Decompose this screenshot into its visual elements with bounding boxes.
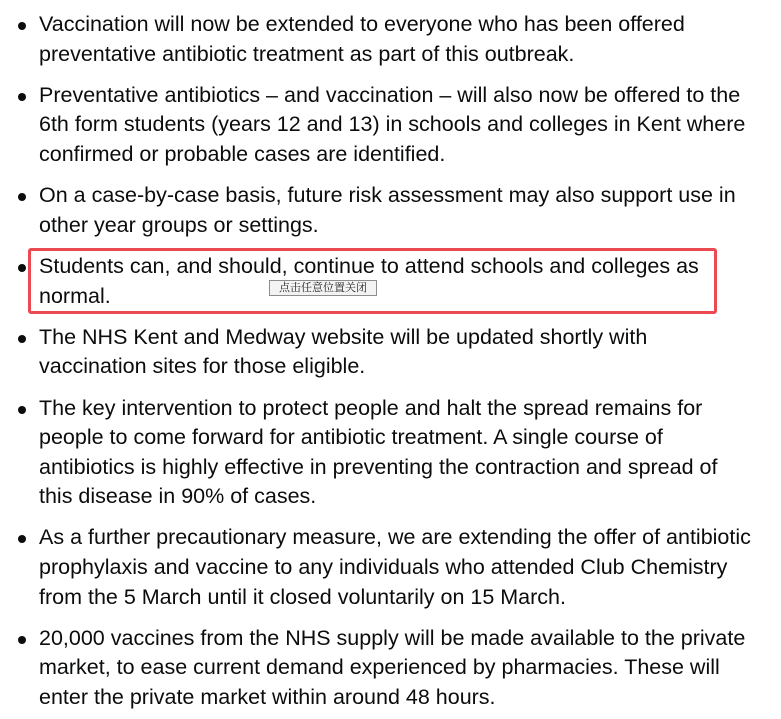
bullet-dot — [18, 406, 26, 414]
list-item-line: from the 5 March until it closed voluntarily on 15 March. — [39, 584, 566, 609]
list-item — [0, 181, 781, 240]
list-item-line: Students can, and should, continue to attend schools and colleges as — [39, 253, 699, 278]
list-item-line: Vaccination will now be extended to everyone who has been offered — [39, 12, 685, 36]
list-item-line: antibiotics is highly effective in preventing the contraction and spread of — [39, 454, 718, 479]
bullet-dot — [18, 636, 26, 644]
list-item-line: normal. — [39, 283, 111, 308]
list-item — [0, 10, 781, 69]
list-item-line: enter the private market within around 48 hours. — [39, 685, 496, 710]
list-item-line: market, to ease current demand experienced by pharmacies. These will — [39, 655, 720, 680]
bullet-dot — [18, 264, 26, 272]
list-item-line: 20,000 vaccines from the NHS supply will be made available to the private — [39, 625, 746, 650]
list-item-line: vaccination sites for those eligible. — [39, 354, 366, 379]
list-item — [0, 624, 781, 713]
list-item — [0, 523, 781, 612]
list-item-line: Preventative antibiotics – and vaccination – will also now be offered to the — [39, 82, 741, 107]
list-item-line: On a case-by-case basis, future risk assessment may also support use in — [39, 183, 736, 208]
list-item-line: this disease in 90% of cases. — [39, 484, 317, 509]
bullet-dot — [18, 193, 26, 201]
list-item-line: confirmed or probable cases are identified. — [39, 141, 446, 166]
list-item-line: prophylaxis and vaccine to any individuals who attended Club Chemistry — [39, 555, 728, 580]
list-item-line: The NHS Kent and Medway website will be updated shortly with — [39, 324, 648, 349]
bullet-dot — [18, 22, 26, 30]
list-item — [0, 394, 781, 512]
list-item — [0, 81, 781, 170]
list-item-line: other year groups or settings. — [39, 212, 319, 237]
list-item-line: 6th form students (years 12 and 13) in schools and colleges in Kent where — [39, 112, 746, 137]
list-item — [0, 323, 781, 382]
bullet-dot — [18, 335, 26, 343]
list-item-line: The key intervention to protect people and halt the spread remains for — [39, 395, 703, 420]
list-item-line: people to come forward for antibiotic treatment. A single course of — [39, 425, 663, 450]
bullet-dot — [18, 93, 26, 101]
list-item-line: As a further precautionary measure, we are extending the offer of antibiotic — [39, 525, 751, 550]
list-item-highlighted — [0, 252, 781, 311]
list-item-line: preventative antibiotic treatment as part of this outbreak. — [39, 41, 575, 66]
bullet-dot — [18, 535, 26, 543]
close-hint-tooltip: 点击任意位置关闭 — [269, 280, 377, 296]
